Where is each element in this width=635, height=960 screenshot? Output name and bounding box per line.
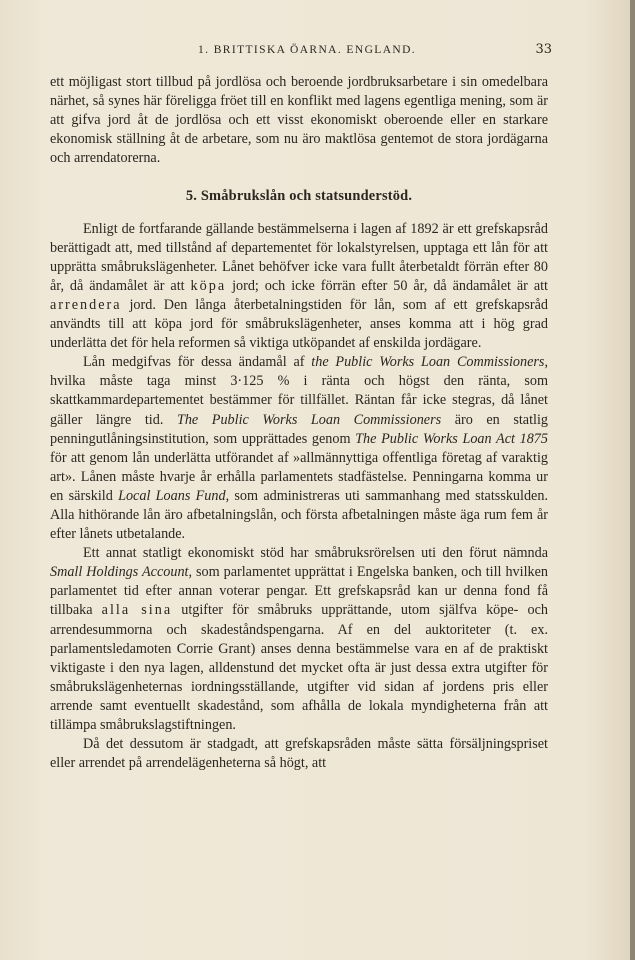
- paragraph-sale-price: Då det dessutom är stadgadt, att grefskapsråden måste sätta försäljningspriset eller arrendet på arrendelägenheterna så högt, att: [50, 736, 548, 772]
- running-head: 1. BRITTISKA ÖARNA. ENGLAND.: [198, 44, 417, 56]
- text-run: utgifter för småbruks upprättande, utom själfva köpe- och arrendesummorna och skadeståndspengarna. Af en del auktoriteter (t. ex. parlamentsledamoten Corrie Grant) anses denna bestämmelse vara en af de praktiskt viktigaste i den nya lagen, alldenstund det mycket ofta är just dessa extra utgifter för småbrukslägenheternas iordningsställande, utgifter vid sidan af jordens pris eller arrende samt eventuellt skadestånd, som afhålla de lokala myndigheterna från att tillämpa småbrukslagstiftningen.: [50, 602, 548, 733]
- spaced-emphasis: alla sina: [101, 602, 173, 619]
- text-run: jord; och icke förrän efter 50 år, då ändamålet är att: [226, 277, 548, 294]
- italic-term: the Public Works Loan Commissioners: [311, 354, 545, 371]
- text-run: äro en statlig penningutlåningsinstitution, som upprättades genom: [50, 411, 549, 447]
- text-run: , hvilka måste taga minst 3·125 % i ränta och högst den ränta, som skattkammardepartementet bestämmer för tillfället. Räntan får icke stegras, då lånet gäller längre tid.: [50, 354, 548, 428]
- page-header: [50, 44, 550, 62]
- spaced-emphasis: arrendera: [50, 296, 122, 313]
- italic-term: The Public Works Loan Commissioners: [176, 411, 442, 428]
- paragraph-loan-commissioners: [50, 353, 548, 544]
- italic-term: Local Loans Fund: [118, 487, 226, 504]
- text-run: , som administreras uti sammanhang med statsskulden. Alla hithörande lån äro afbetalningslån, och första afbetalningen måste äga rum fem år efter lånets utbetalande.: [50, 487, 548, 543]
- spaced-emphasis: köpa: [190, 277, 227, 294]
- paragraph-continued: ett möjligast stort tillbud på jordlösa och beroende jordbruksarbetare i sin omedelbara närhet, så synes här föreligga fröet till en konflikt med lagens egentliga mening, som är att gifva jord åt de jordlösa och ett visst ekonomiskt oberoende eller en starkare ekonomisk ställning åt de arbetare, som nu äro maktlösa gentemot de stora jordägarna och arrendatorerna.: [50, 74, 548, 167]
- text-run: , som parlamentet upprättat i Engelska banken, och till hvilken parlamentet tid efter annan voterar pengar. Ett grefskapsråd kan ur denna fond få tillbaka: [50, 564, 548, 619]
- page-number: 33: [535, 42, 552, 57]
- text-run: Ett annat statligt ekonomiskt stöd har småbruksrörelsen uti den förut nämnda: [83, 545, 548, 562]
- text-run: Lån medgifvas för dessa ändamål af: [83, 354, 312, 371]
- body-text: [50, 73, 548, 773]
- paragraph-loans-law: [50, 220, 548, 354]
- text-run: för att genom lån underlätta utförandet af »allmännyttiga offentliga företag af varaktig art». Lånen måste hvarje år erhålla parlamentets stadfästelse. Penningarna komma ur en särskild: [50, 449, 548, 504]
- text-run: jord. Den långa återbetalningstiden för lån, som af ett grefskapsråd användts till att köpa jord för småbrukslägenheter, anses komma att i hög grad underlätta det för hela reformen så viktiga utköpandet af enskilda jordägare.: [50, 296, 548, 352]
- section-heading: 5. Småbrukslån och statsunderstöd.: [185, 188, 413, 205]
- text-run: Enligt de fortfarande gällande bestämmelserna i lagen af 1892 är ett grefskapsråd berättigadt att, med tillstånd af departementet för lokalstyrelsen, upptaga ett lån för att upprätta småbrukslägenheter. Lånet behöfver icke vara fullt återbetaldt förrän efter 80 år, då ändamålet är att: [50, 220, 548, 294]
- italic-term: Small Holdings Account: [50, 564, 189, 581]
- paragraph-state-support: [50, 544, 548, 735]
- italic-term: The Public Works Loan Act 1875: [355, 430, 548, 447]
- page-edge-shadow: [630, 0, 635, 960]
